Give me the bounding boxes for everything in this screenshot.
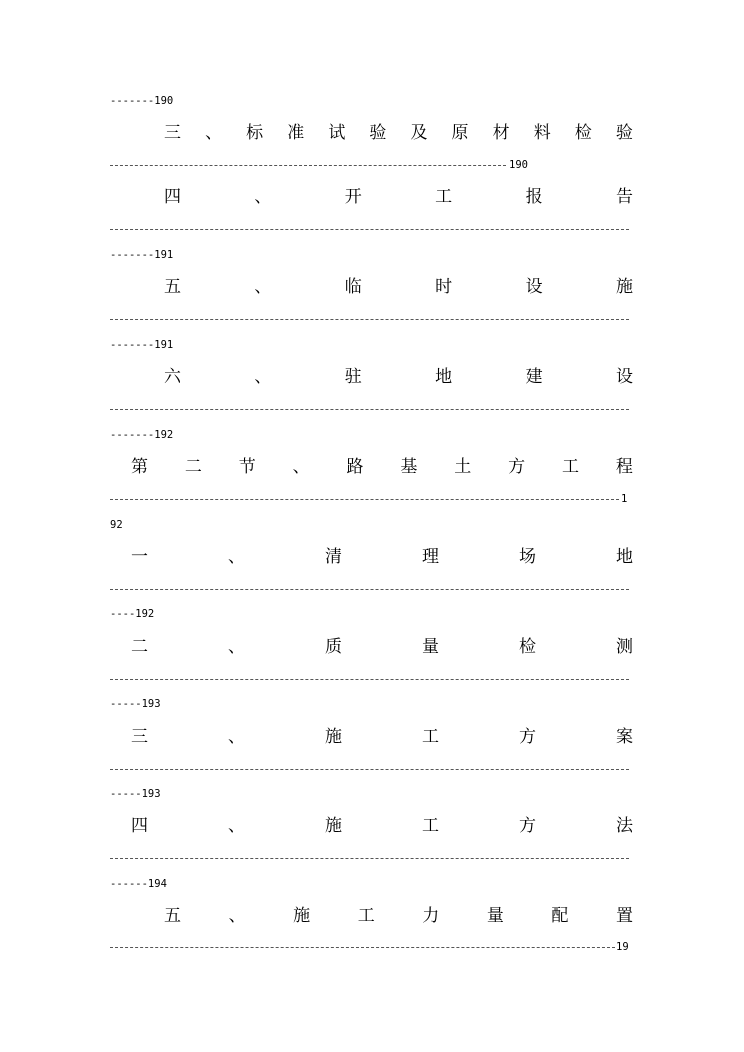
heading-char: 质 [325, 637, 342, 657]
heading-char: 、 [205, 123, 223, 143]
heading-char: 置 [615, 906, 633, 926]
heading-char: 及 [410, 123, 428, 143]
heading-char: 建 [525, 367, 543, 387]
toc-heading-workforce-allocation[interactable] [164, 905, 633, 927]
heading-char: 时 [435, 277, 453, 297]
heading-char: 临 [344, 277, 362, 297]
toc-heading-construction-plan[interactable] [131, 726, 633, 748]
heading-char: 理 [422, 547, 439, 567]
heading-char: 准 [287, 123, 305, 143]
heading-char: 清 [325, 547, 342, 567]
heading-char: 工 [422, 816, 439, 836]
toc-lead-line: -----193 [110, 788, 161, 800]
heading-char: 量 [486, 906, 504, 926]
heading-char: 四 [164, 187, 181, 207]
heading-char: 、 [228, 816, 245, 836]
heading-char: 程 [615, 457, 633, 477]
toc-heading-section-2[interactable] [131, 456, 633, 478]
heading-char: 、 [228, 637, 245, 657]
heading-char: 三 [164, 123, 181, 143]
toc-lead-line: -------192 [110, 429, 174, 441]
heading-char: 量 [422, 637, 439, 657]
heading-char: 工 [357, 906, 375, 926]
toc-lead-line: 92 [110, 519, 123, 531]
heading-char: 测 [616, 637, 633, 657]
heading-char: 原 [451, 123, 469, 143]
leader-dots [110, 409, 629, 410]
heading-char: 试 [328, 123, 346, 143]
heading-char: 检 [519, 637, 536, 657]
heading-char: 标 [246, 123, 264, 143]
heading-char: 工 [562, 457, 579, 477]
toc-heading-start-report[interactable] [164, 186, 633, 208]
page-number: 1 [621, 493, 628, 505]
toc-lead-line: -------191 [110, 249, 174, 261]
leader-dots [110, 499, 619, 500]
heading-char: 工 [422, 727, 439, 747]
heading-char: 告 [615, 187, 633, 207]
toc-heading-site-clearing[interactable] [131, 546, 633, 568]
heading-char: 工 [435, 187, 453, 207]
heading-char: 配 [551, 906, 569, 926]
heading-char: 五 [164, 277, 181, 297]
page-number: 190 [509, 159, 528, 171]
heading-char: 方 [519, 727, 536, 747]
heading-char: 报 [525, 187, 543, 207]
heading-char: 、 [228, 727, 245, 747]
leader-dots [110, 679, 629, 680]
heading-char: 节 [238, 457, 256, 477]
heading-char: 驻 [344, 367, 362, 387]
leader-dots [110, 319, 629, 320]
toc-heading-temporary-facilities[interactable] [164, 276, 633, 298]
heading-char: 一 [131, 547, 148, 567]
heading-char: 施 [615, 277, 633, 297]
heading-char: 、 [254, 187, 272, 207]
toc-lead-line: ----192 [110, 608, 155, 620]
leader-dots [110, 165, 506, 166]
leader-dots [110, 229, 629, 230]
leader-dots [110, 858, 629, 859]
heading-char: 、 [292, 457, 310, 477]
leader-dots [110, 769, 629, 770]
toc-heading-quality-inspection[interactable] [131, 636, 633, 658]
heading-char: 验 [369, 123, 387, 143]
heading-char: 路 [346, 457, 364, 477]
heading-char: 、 [228, 547, 245, 567]
heading-char: 、 [254, 367, 272, 387]
heading-char: 基 [400, 457, 418, 477]
heading-char: 三 [131, 727, 148, 747]
toc-heading-standard-test[interactable] [164, 122, 633, 144]
heading-char: 第 [131, 457, 148, 477]
heading-char: 施 [325, 816, 342, 836]
heading-char: 四 [131, 816, 148, 836]
heading-char: 二 [184, 457, 202, 477]
toc-lead-line: -----193 [110, 698, 161, 710]
toc-heading-station-construction[interactable] [164, 366, 633, 388]
leader-dots [110, 589, 629, 590]
toc-lead-line: -------190 [110, 95, 174, 107]
heading-char: 五 [164, 906, 181, 926]
heading-char: 设 [615, 367, 633, 387]
heading-char: 法 [616, 816, 633, 836]
leader-dots [110, 947, 615, 948]
heading-char: 、 [228, 906, 246, 926]
heading-char: 料 [533, 123, 551, 143]
heading-char: 场 [519, 547, 536, 567]
heading-char: 检 [574, 123, 592, 143]
heading-char: 方 [519, 816, 536, 836]
heading-char: 施 [325, 727, 342, 747]
heading-char: 设 [525, 277, 543, 297]
toc-heading-construction-method[interactable] [131, 815, 633, 837]
heading-char: 施 [293, 906, 311, 926]
heading-char: 方 [508, 457, 526, 477]
heading-char: 地 [616, 547, 633, 567]
heading-char: 六 [164, 367, 181, 387]
heading-char: 材 [492, 123, 510, 143]
page-number: 19 [616, 941, 629, 953]
heading-char: 、 [254, 277, 272, 297]
heading-char: 案 [616, 727, 633, 747]
heading-char: 力 [422, 906, 440, 926]
heading-char: 开 [344, 187, 362, 207]
toc-lead-line: -------191 [110, 339, 174, 351]
heading-char: 土 [454, 457, 472, 477]
heading-char: 地 [435, 367, 453, 387]
heading-char: 二 [131, 637, 148, 657]
heading-char: 验 [615, 123, 633, 143]
toc-lead-line: ------194 [110, 878, 167, 890]
